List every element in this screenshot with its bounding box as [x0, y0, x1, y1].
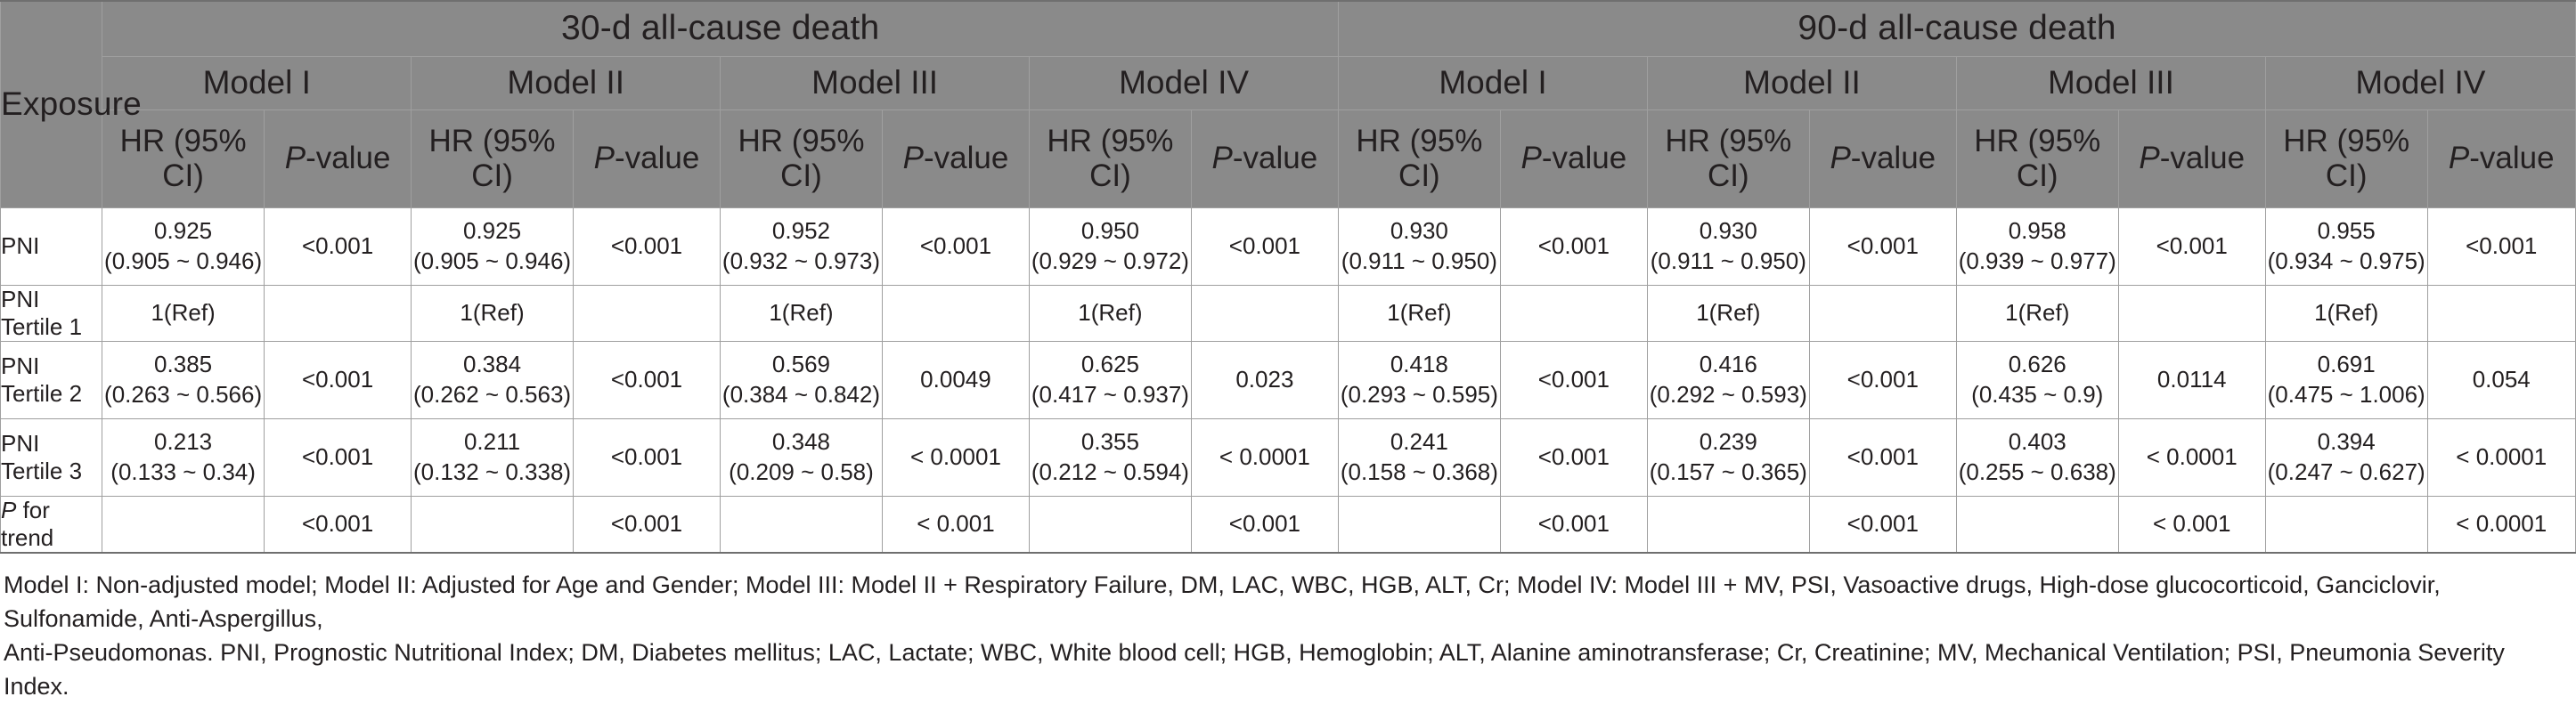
hr-ci: (0.132 ~ 0.338) — [412, 458, 572, 485]
header-hr-line1: HR (95% — [119, 123, 247, 158]
header-exposure: Exposure — [1, 1, 102, 207]
hr-ci: (0.212 ~ 0.594) — [1031, 458, 1189, 485]
row-label: PNI Tertile 1 — [1, 285, 102, 341]
header-hr-7: HR (95% CI) — [1956, 109, 2118, 207]
cell-pvalue: 0.023 — [1191, 341, 1338, 418]
cell-pvalue: 0.0049 — [882, 341, 1029, 418]
hr-estimate: 0.348 — [771, 428, 830, 456]
hr-ci: (0.262 ~ 0.563) — [412, 380, 572, 408]
cell-hr — [102, 207, 265, 285]
header-model-30d-4: Model IV — [1030, 56, 1339, 109]
hr-estimate: 0.955 — [2317, 217, 2376, 245]
header-p-rest: -value — [306, 141, 391, 176]
hr-ci: (0.435 ~ 0.9) — [1971, 380, 2104, 408]
cell-pvalue: <0.001 — [1500, 496, 1647, 553]
cell-pvalue: <0.001 — [1809, 418, 1956, 496]
cell-pvalue: <0.001 — [264, 207, 411, 285]
hr-estimate: 1(Ref) — [460, 298, 525, 326]
header-p-2: P-value — [573, 109, 720, 207]
cell-hr — [1339, 207, 1501, 285]
header-p-italic: P — [284, 141, 306, 176]
hr-estimate: 0.384 — [462, 351, 522, 378]
cell-pvalue: <0.001 — [573, 341, 720, 418]
cell-pvalue: <0.001 — [1500, 341, 1647, 418]
hr-estimate: 1(Ref) — [2005, 298, 2070, 326]
hr-estimate: 0.626 — [2008, 351, 2067, 378]
cell-pvalue — [882, 285, 1029, 341]
header-hr-2: HR (95% CI) — [412, 109, 574, 207]
cell-pvalue: <0.001 — [1191, 207, 1338, 285]
footnote-line-1: Model I: Non-adjusted model; Model II: Adjusted for Age and Gender; Model III: Model II + Respiratory Failure, DM, LAC, WBC, HGB, ALT, Cr; Model IV: Model III + MV, PSI, Vasoactive drugs, High-dose glucocorticoid, Ganciclovir, Sulfonamide, Anti-Aspergillus, — [4, 571, 2441, 632]
cell-hr — [721, 496, 883, 553]
hr-estimate: 0.952 — [771, 217, 830, 245]
header-model-90d-1: Model I — [1339, 56, 1648, 109]
cell-pvalue — [1809, 285, 1956, 341]
hr-estimate: 1(Ref) — [1696, 298, 1761, 326]
cell-pvalue: <0.001 — [1809, 496, 1956, 553]
hr-ci: (0.133 ~ 0.34) — [110, 458, 256, 485]
hr-ci: (0.158 ~ 0.368) — [1340, 458, 1498, 485]
hr-estimate: 0.930 — [1699, 217, 1757, 245]
header-p-1 — [264, 109, 411, 207]
table-row — [1, 341, 2576, 418]
cell-pvalue — [1500, 285, 1647, 341]
cell-hr — [1648, 418, 1810, 496]
hr-ci: (0.905 ~ 0.946) — [104, 247, 263, 274]
hr-estimate: 0.418 — [1390, 351, 1448, 378]
cell-hr — [721, 285, 883, 341]
cell-hr — [102, 418, 265, 496]
cell-hr — [721, 418, 883, 496]
hr-estimate: 0.211 — [463, 428, 521, 456]
hr-ci: (0.263 ~ 0.566) — [104, 380, 263, 408]
hr-ci: (0.934 ~ 0.975) — [2267, 247, 2425, 274]
hr-estimate: 1(Ref) — [151, 298, 216, 326]
header-model-90d-3: Model III — [1956, 56, 2265, 109]
hr-estimate: 1(Ref) — [2314, 298, 2379, 326]
cell-hr — [102, 285, 265, 341]
table-body — [1, 207, 2576, 553]
cell-hr — [1956, 285, 2118, 341]
cell-pvalue: <0.001 — [573, 207, 720, 285]
hr-ci: (0.255 ~ 0.638) — [1958, 458, 2116, 485]
row-label: PNI Tertile 3 — [1, 418, 102, 496]
hr-estimate: 0.241 — [1390, 428, 1448, 456]
cell-pvalue: <0.001 — [573, 496, 720, 553]
cell-pvalue: < 0.0001 — [1191, 418, 1338, 496]
cell-pvalue: <0.001 — [264, 496, 411, 553]
hr-ci: (0.911 ~ 0.950) — [1650, 247, 1806, 274]
hr-estimate: 0.394 — [2317, 428, 2376, 456]
header-hr-1 — [102, 109, 265, 207]
cell-pvalue: <0.001 — [1500, 418, 1647, 496]
cell-hr — [2265, 285, 2427, 341]
hr-ci: (0.209 ~ 0.58) — [729, 458, 874, 485]
cell-hr — [1030, 341, 1192, 418]
header-group-30d: 30-d all-cause death — [102, 1, 1339, 56]
header-hr-8: HR (95% CI) — [2265, 109, 2427, 207]
cell-pvalue: 0.054 — [2427, 341, 2576, 418]
header-p-7: P-value — [2118, 109, 2265, 207]
cell-pvalue: <0.001 — [1191, 496, 1338, 553]
cell-hr — [102, 341, 265, 418]
table-footnote — [0, 554, 2574, 713]
cell-hr — [1339, 285, 1501, 341]
cell-hr — [2265, 496, 2427, 553]
cell-hr — [721, 341, 883, 418]
cell-hr — [1339, 496, 1501, 553]
header-row-metrics — [1, 109, 2576, 207]
hr-estimate: 0.925 — [154, 217, 213, 245]
table-header — [1, 1, 2576, 207]
hr-estimate: 0.930 — [1390, 217, 1448, 245]
cell-hr — [412, 207, 574, 285]
hr-ci: (0.911 ~ 0.950) — [1341, 247, 1497, 274]
cell-pvalue: <0.001 — [264, 418, 411, 496]
hr-estimate: 0.416 — [1699, 351, 1757, 378]
cell-hr — [1030, 418, 1192, 496]
cell-hr — [2265, 207, 2427, 285]
cell-hr — [1648, 285, 1810, 341]
hr-estimate: 0.950 — [1080, 217, 1139, 245]
header-hr-line2: CI) — [162, 158, 204, 193]
header-p-6: P-value — [1809, 109, 1956, 207]
cell-hr — [1956, 496, 2118, 553]
cell-pvalue: <0.001 — [264, 341, 411, 418]
hr-ci: (0.929 ~ 0.972) — [1031, 247, 1189, 274]
header-p-8: P-value — [2427, 109, 2576, 207]
cell-hr — [1648, 207, 1810, 285]
hr-ci: (0.932 ~ 0.973) — [721, 247, 880, 274]
cell-pvalue — [264, 285, 411, 341]
cell-hr — [1339, 418, 1501, 496]
cell-hr — [2265, 341, 2427, 418]
hr-ci: (0.905 ~ 0.946) — [412, 247, 572, 274]
header-p-3: P-value — [882, 109, 1029, 207]
cell-hr — [102, 496, 265, 553]
row-label: PNI Tertile 2 — [1, 341, 102, 418]
header-row-models — [1, 56, 2576, 109]
cell-pvalue: < 0.001 — [2118, 496, 2265, 553]
cell-pvalue: < 0.0001 — [882, 418, 1029, 496]
cell-hr — [412, 496, 574, 553]
cell-pvalue: 0.0114 — [2118, 341, 2265, 418]
row-label-rest: for trend — [1, 496, 54, 551]
header-hr-3: HR (95% CI) — [721, 109, 883, 207]
hr-estimate: 1(Ref) — [769, 298, 834, 326]
header-p-5: P-value — [1500, 109, 1647, 207]
cell-hr — [412, 285, 574, 341]
hr-estimate: 0.385 — [154, 351, 213, 378]
cell-hr — [1648, 341, 1810, 418]
cell-hr — [412, 341, 574, 418]
hr-ci: (0.939 ~ 0.977) — [1958, 247, 2116, 274]
cell-pvalue — [2427, 285, 2576, 341]
header-model-30d-1: Model I — [102, 56, 412, 109]
hr-estimate: 0.355 — [1080, 428, 1139, 456]
cell-pvalue: <0.001 — [2427, 207, 2576, 285]
hr-ci: (0.292 ~ 0.593) — [1649, 380, 1807, 408]
cell-hr — [1648, 496, 1810, 553]
hr-estimate: 0.403 — [2008, 428, 2067, 456]
cell-pvalue: < 0.001 — [882, 496, 1029, 553]
row-label-italic: P — [1, 496, 17, 523]
cell-pvalue: <0.001 — [1809, 341, 1956, 418]
cell-hr — [721, 207, 883, 285]
hr-estimate: 0.239 — [1699, 428, 1757, 456]
cell-hr — [1030, 285, 1192, 341]
header-hr-5: HR (95% CI) — [1339, 109, 1501, 207]
cell-pvalue: <0.001 — [1809, 207, 1956, 285]
cell-pvalue — [573, 285, 720, 341]
cell-hr — [1956, 341, 2118, 418]
cell-hr — [1030, 207, 1192, 285]
cell-pvalue: <0.001 — [1500, 207, 1647, 285]
header-model-90d-2: Model II — [1648, 56, 1957, 109]
hr-estimate: 0.925 — [462, 217, 522, 245]
header-row-groups — [1, 1, 2576, 56]
hr-estimate: 0.625 — [1080, 351, 1139, 378]
row-label: PNI — [1, 207, 102, 285]
table-row — [1, 207, 2576, 285]
cell-pvalue: <0.001 — [573, 418, 720, 496]
hr-ci: (0.475 ~ 1.006) — [2267, 380, 2425, 408]
cell-hr — [412, 418, 574, 496]
cell-pvalue: <0.001 — [2118, 207, 2265, 285]
header-group-90d: 90-d all-cause death — [1339, 1, 2576, 56]
table-row — [1, 496, 2576, 553]
header-p-4: P-value — [1191, 109, 1338, 207]
header-model-30d-2: Model II — [412, 56, 721, 109]
hr-ci: (0.417 ~ 0.937) — [1031, 380, 1189, 408]
footnote-line-2: Anti-Pseudomonas. PNI, Prognostic Nutritional Index; DM, Diabetes mellitus; LAC, Lactate; WBC, White blood cell; HGB, Hemoglobin; ALT, Alanine aminotransferase; Cr, Creatinine; MV, Mechanical Ventilation; PSI, Pneumonia Severity Index. — [4, 639, 2505, 701]
hr-estimate: 0.958 — [2008, 217, 2067, 245]
hr-ci: (0.247 ~ 0.627) — [2267, 458, 2425, 485]
cell-pvalue: < 0.0001 — [2427, 418, 2576, 496]
cell-hr — [2265, 418, 2427, 496]
cell-hr — [1956, 207, 2118, 285]
hr-ci: (0.384 ~ 0.842) — [721, 380, 880, 408]
table-row — [1, 418, 2576, 496]
header-model-30d-3: Model III — [721, 56, 1030, 109]
hr-ci: (0.293 ~ 0.595) — [1340, 380, 1498, 408]
cell-pvalue — [1191, 285, 1338, 341]
header-hr-6: HR (95% CI) — [1648, 109, 1810, 207]
header-hr-4: HR (95% CI) — [1030, 109, 1192, 207]
cell-pvalue: <0.001 — [882, 207, 1029, 285]
cell-pvalue — [2118, 285, 2265, 341]
row-label — [1, 496, 102, 553]
cell-hr — [1339, 341, 1501, 418]
hr-estimate: 0.213 — [154, 428, 213, 456]
hr-estimate: 1(Ref) — [1078, 298, 1143, 326]
cell-hr — [1956, 418, 2118, 496]
header-model-90d-4: Model IV — [2265, 56, 2575, 109]
cell-hr — [1030, 496, 1192, 553]
hr-estimate: 0.569 — [771, 351, 830, 378]
cell-pvalue: < 0.0001 — [2427, 496, 2576, 553]
hr-estimate: 0.691 — [2317, 351, 2376, 378]
cell-pvalue: < 0.0001 — [2118, 418, 2265, 496]
hr-estimate: 1(Ref) — [1387, 298, 1452, 326]
hr-ci: (0.157 ~ 0.365) — [1649, 458, 1807, 485]
table-row — [1, 285, 2576, 341]
